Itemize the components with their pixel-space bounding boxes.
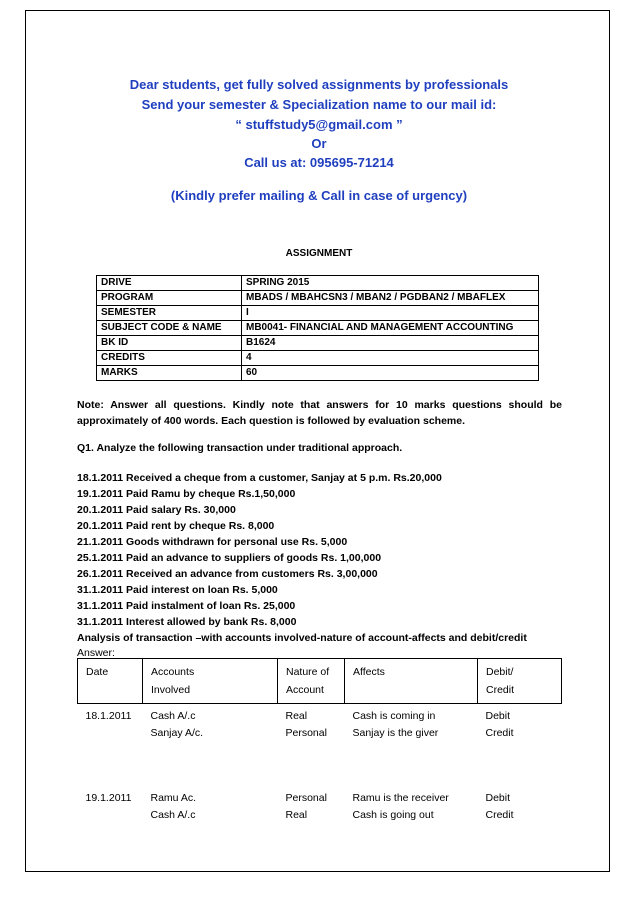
promo-or: Or <box>311 136 327 151</box>
cell-accounts: Ramu Ac. Cash A/.c <box>150 792 197 821</box>
transaction-line: 25.1.2011 Paid an advance to suppliers of goods Rs. 1,00,000 <box>77 552 382 564</box>
assignment-info-table <box>96 275 539 381</box>
info-key: DRIVE <box>97 276 242 291</box>
question-1: Q1. Analyze the following transaction under traditional approach. <box>77 442 403 454</box>
info-value: MB0041- FINANCIAL AND MANAGEMENT ACCOUNTING <box>242 321 539 336</box>
col-affects: Affects <box>345 659 478 704</box>
info-key: SEMESTER <box>97 306 242 321</box>
info-key: PROGRAM <box>97 291 242 306</box>
answer-label: Answer: <box>77 647 115 659</box>
cell-nature: Personal Real <box>285 792 327 821</box>
promo-email[interactable]: “ stuffstudy5@gmail.com ” <box>235 117 403 132</box>
info-value: MBADS / MBAHCSN3 / MBAN2 / PGDBAN2 / MBAFLEX <box>242 291 539 306</box>
info-value: SPRING 2015 <box>242 276 539 291</box>
info-value: 60 <box>242 366 539 381</box>
cell-date: 19.1.2011 <box>85 792 132 804</box>
transaction-line: 21.1.2011 Goods withdrawn for personal use Rs. 5,000 <box>77 536 348 548</box>
analysis-header-row <box>78 659 562 704</box>
info-value: B1624 <box>242 336 539 351</box>
info-row <box>97 306 539 321</box>
promo-line-2: Send your semester & Specialization name to our mail id: <box>141 97 497 112</box>
info-row <box>97 276 539 291</box>
analysis-table <box>77 658 562 826</box>
info-key: SUBJECT CODE & NAME <box>97 321 242 336</box>
info-row <box>97 351 539 366</box>
cell-affects: Ramu is the receiver Cash is going out <box>352 792 449 821</box>
col-debit-credit: Debit/ Credit <box>478 659 562 704</box>
table-row <box>78 704 562 745</box>
info-row <box>97 321 539 336</box>
col-nature: Nature of Account <box>278 659 345 704</box>
cell-debit-credit: Debit Credit <box>485 792 514 821</box>
col-accounts: Accounts Involved <box>143 659 278 704</box>
transaction-line: 20.1.2011 Paid salary Rs. 30,000 <box>77 504 236 516</box>
transaction-line: 26.1.2011 Received an advance from customers Rs. 3,00,000 <box>77 568 378 580</box>
info-row <box>97 291 539 306</box>
info-key: MARKS <box>97 366 242 381</box>
transaction-line: 31.1.2011 Paid instalment of loan Rs. 25,000 <box>77 600 296 612</box>
instructions-note: Note: Answer all questions. Kindly note that answers for 10 marks questions should be approximately of 400 words. Each question is followed by evaluation scheme. <box>77 399 562 427</box>
transaction-line: 20.1.2011 Paid rent by cheque Rs. 8,000 <box>77 520 275 532</box>
info-row <box>97 366 539 381</box>
transaction-line: 19.1.2011 Paid Ramu by cheque Rs.1,50,000 <box>77 488 296 500</box>
info-row <box>97 336 539 351</box>
cell-date: 18.1.2011 <box>85 710 132 722</box>
transaction-line: 31.1.2011 Paid interest on loan Rs. 5,000 <box>77 584 278 596</box>
cell-affects: Cash is coming in Sanjay is the giver <box>352 710 439 739</box>
info-value: 4 <box>242 351 539 366</box>
spacer-row <box>78 744 562 788</box>
cell-accounts: Cash A/.c Sanjay A/c. <box>150 710 204 739</box>
info-key: CREDITS <box>97 351 242 366</box>
promo-note: (Kindly prefer mailing & Call in case of urgency) <box>170 188 468 203</box>
transaction-line: 18.1.2011 Received a cheque from a customer, Sanjay at 5 p.m. Rs.20,000 <box>77 472 442 484</box>
promo-line-1: Dear students, get fully solved assignments by professionals <box>129 77 509 92</box>
cell-debit-credit: Debit Credit <box>485 710 514 739</box>
transaction-line: 31.1.2011 Interest allowed by bank Rs. 8,000 <box>77 616 297 628</box>
info-value: I <box>242 306 539 321</box>
assignment-title: ASSIGNMENT <box>285 248 353 259</box>
cell-nature: Real Personal <box>285 710 327 739</box>
analysis-heading: Analysis of transaction –with accounts involved-nature of account-affects and debit/credit <box>77 632 527 644</box>
col-date: Date <box>78 659 143 704</box>
table-row <box>78 788 562 826</box>
promo-phone[interactable]: Call us at: 095695-71214 <box>244 155 394 170</box>
info-key: BK ID <box>97 336 242 351</box>
